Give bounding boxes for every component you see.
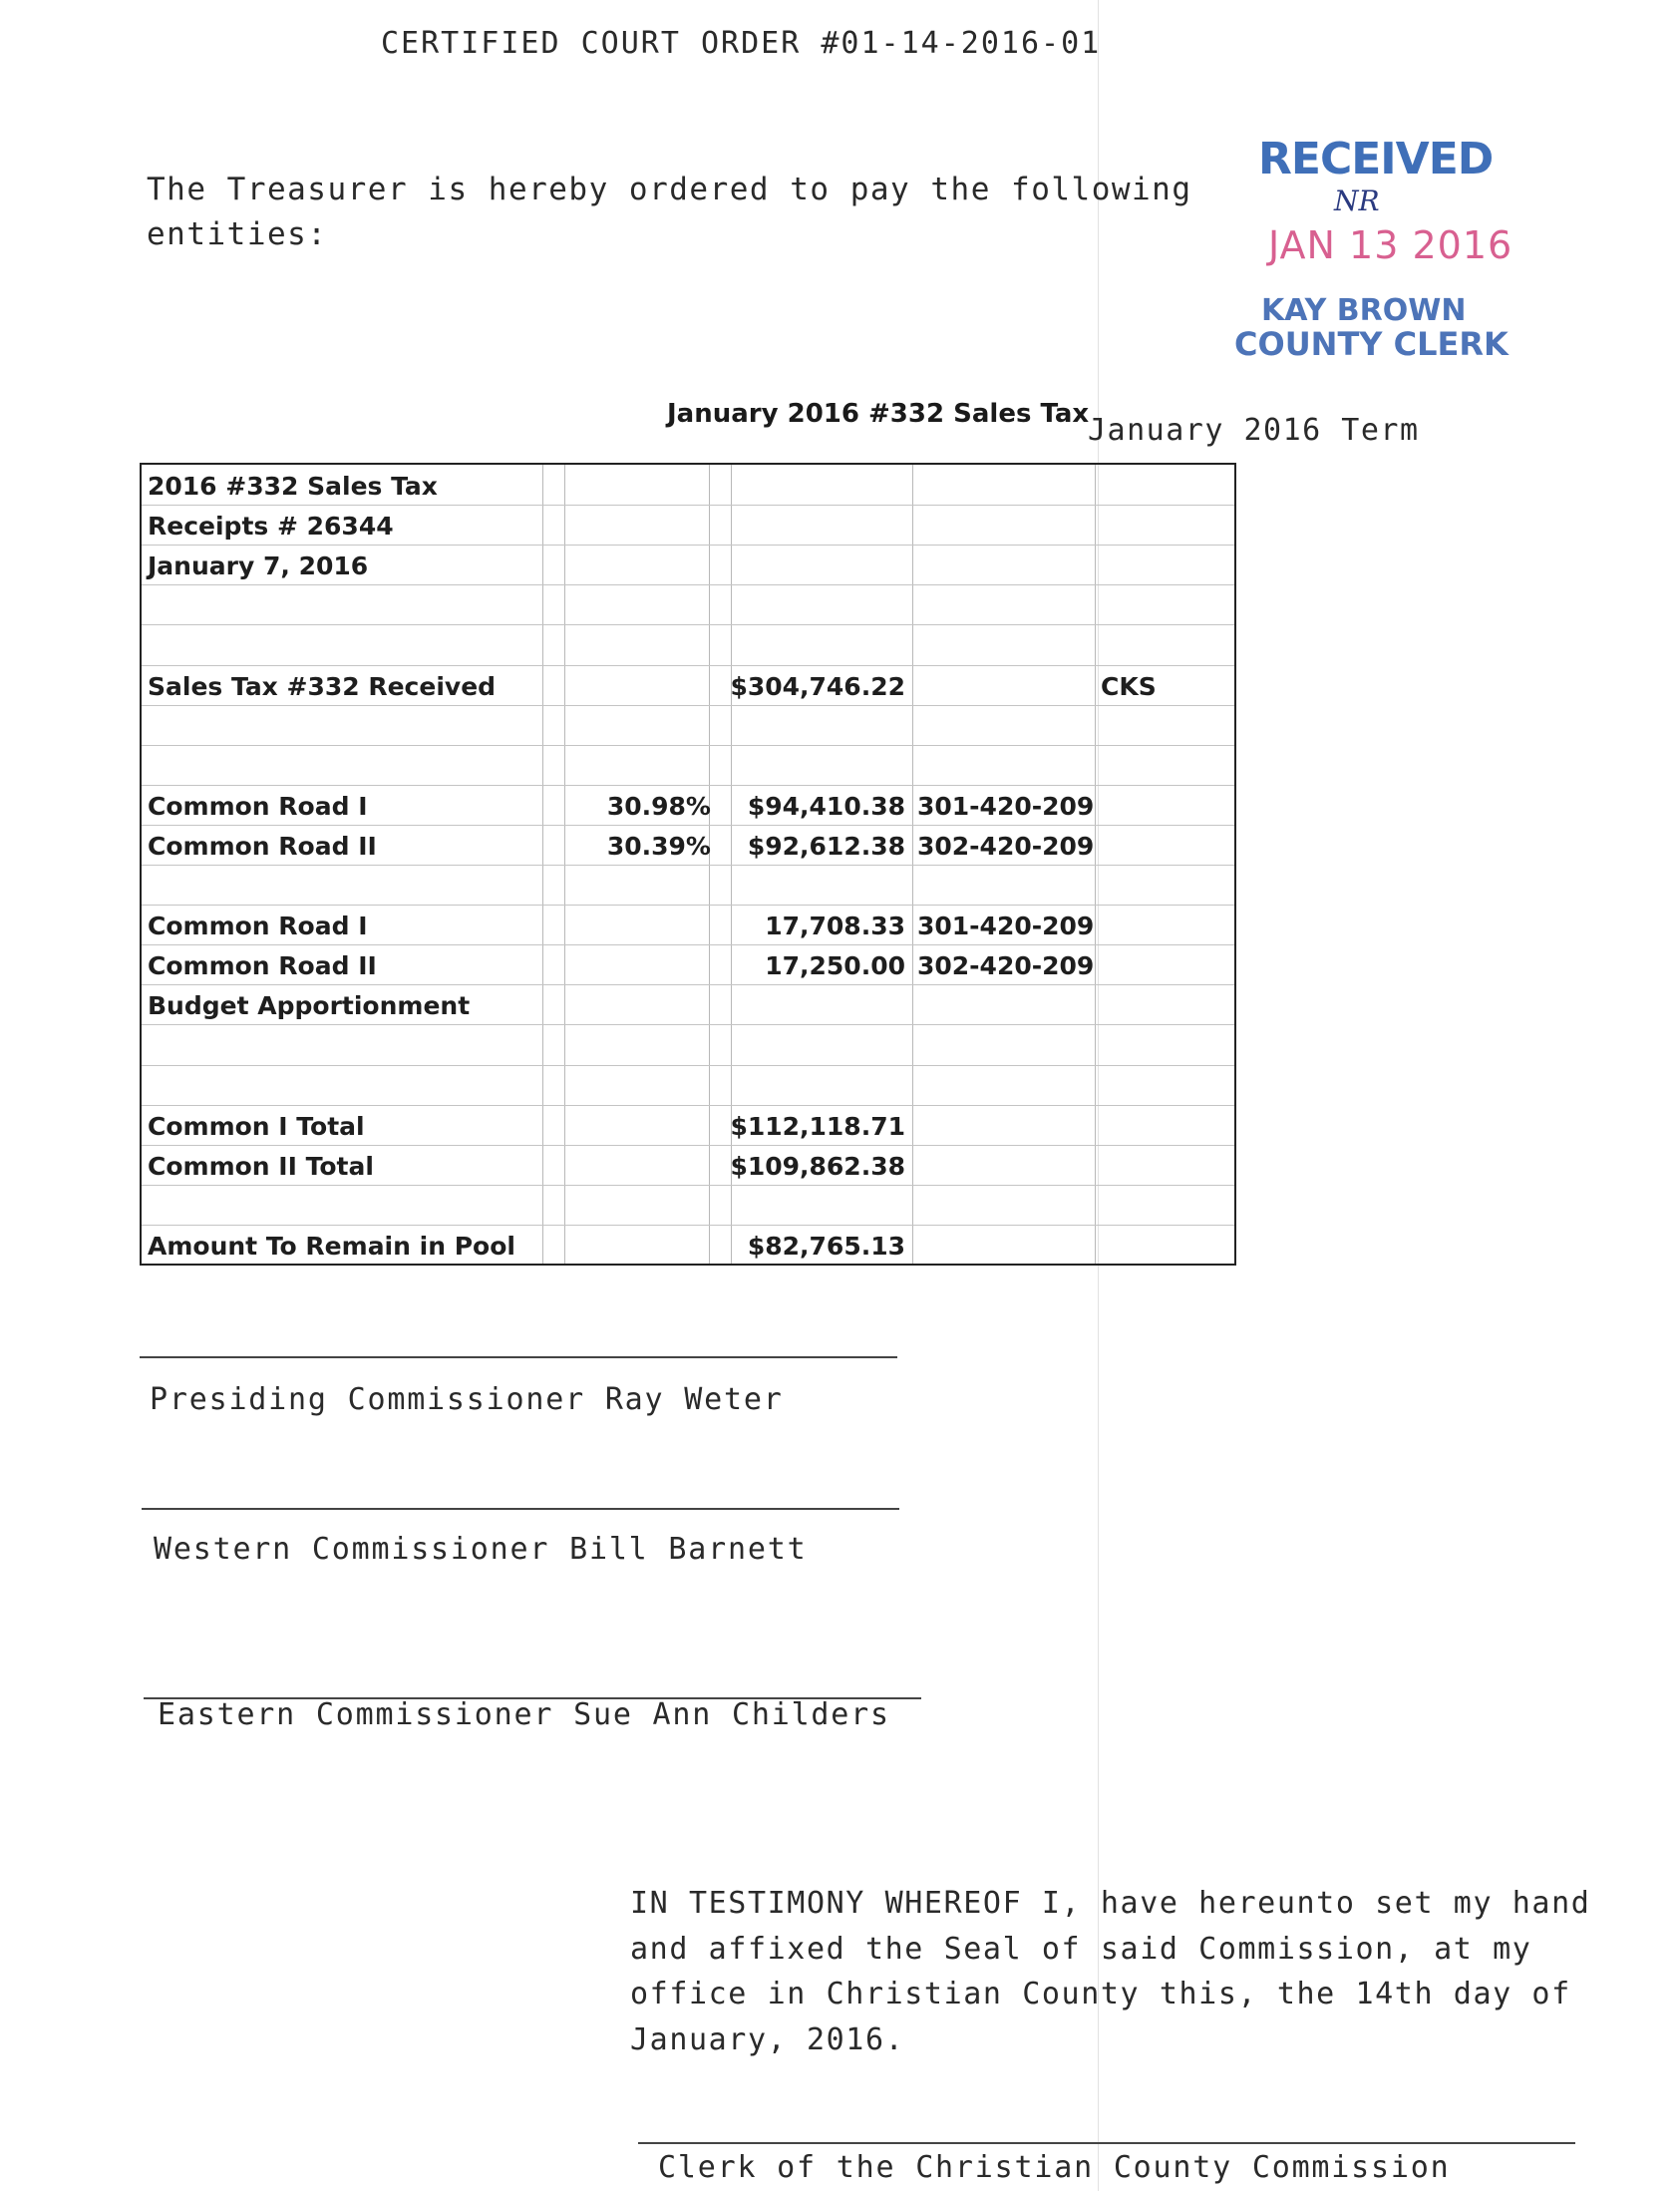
signature-line-western (142, 1508, 899, 1510)
row-label: Common II Total (148, 1151, 374, 1181)
row-account: 301-420-209 (917, 912, 1095, 941)
row-label: Common I Total (148, 1111, 365, 1141)
stamp-date: JAN 13 2016 (1268, 223, 1513, 267)
row-amount: $112,118.71 (730, 1111, 905, 1141)
stamp-clerk-office: COUNTY CLERK (1234, 325, 1509, 363)
row-divider (142, 1145, 1234, 1146)
row-label: Common Road I (148, 912, 368, 941)
row-divider (142, 1105, 1234, 1106)
row-amount: $109,862.38 (730, 1151, 905, 1181)
stamp-initials: NR (1334, 184, 1380, 217)
row-account: 302-420-209 (917, 951, 1095, 981)
row-amount: $92,612.38 (747, 831, 905, 861)
signature-presiding: Presiding Commissioner Ray Weter (150, 1382, 784, 1417)
order-title: CERTIFIED COURT ORDER #01-14-2016-01 (381, 26, 1102, 61)
row-divider (142, 665, 1234, 666)
signature-line-clerk (638, 2142, 1575, 2144)
sales-tax-sheet (140, 463, 1236, 1266)
row-label: 2016 #332 Sales Tax (148, 472, 438, 501)
table-heading: January 2016 #332 Sales Tax (667, 399, 1090, 429)
row-percent: 30.98% (606, 791, 711, 821)
row-divider (142, 545, 1234, 546)
row-divider (142, 505, 1234, 506)
stamp-clerk-name: KAY BROWN (1261, 293, 1467, 328)
row-percent: 30.39% (606, 831, 711, 861)
row-divider (142, 905, 1234, 906)
testimony-paragraph: IN TESTIMONY WHEREOF I, have hereunto set my hand and affixed the Seal of said Commission, at my office in Christian County this, the 14th day of January, 2016. (630, 1886, 1591, 2057)
row-divider (142, 1024, 1234, 1025)
row-divider (142, 785, 1234, 786)
row-amount: $94,410.38 (747, 791, 905, 821)
row-label: Common Road II (148, 831, 377, 861)
row-amount: 17,250.00 (765, 951, 905, 981)
row-divider (142, 1065, 1234, 1066)
row-divider (142, 984, 1234, 985)
row-divider (142, 745, 1234, 746)
row-label: Amount To Remain in Pool (148, 1231, 515, 1261)
row-divider (142, 944, 1234, 945)
row-label: January 7, 2016 (148, 551, 369, 581)
signature-line-presiding (140, 1356, 897, 1358)
row-label: Common Road II (148, 951, 377, 981)
row-divider (142, 865, 1234, 866)
signature-western: Western Commissioner Bill Barnett (154, 1532, 808, 1567)
row-label: Receipts # 26344 (148, 512, 394, 542)
row-divider (142, 1185, 1234, 1186)
row-divider (142, 705, 1234, 706)
order-intro: The Treasurer is hereby ordered to pay the following entities: (147, 172, 1192, 252)
stamp-received: RECEIVED (1258, 134, 1494, 184)
row-divider (142, 1225, 1234, 1226)
row-note: CKS (1101, 671, 1157, 701)
row-label: Sales Tax #332 Received (148, 671, 497, 701)
row-amount: $82,765.13 (747, 1231, 905, 1261)
row-amount: 17,708.33 (765, 912, 905, 941)
row-label: Budget Apportionment (148, 991, 471, 1021)
row-account: 302-420-209 (917, 831, 1095, 861)
row-label: Common Road I (148, 791, 368, 821)
term-label: January 2016 Term (1088, 413, 1420, 448)
row-divider (142, 584, 1234, 585)
row-divider (142, 825, 1234, 826)
row-divider (142, 624, 1234, 625)
signature-clerk: Clerk of the Christian County Commission (658, 2150, 1451, 2185)
row-amount: $304,746.22 (730, 671, 905, 701)
signature-eastern: Eastern Commissioner Sue Ann Childers (158, 1697, 890, 1732)
row-account: 301-420-209 (917, 791, 1095, 821)
